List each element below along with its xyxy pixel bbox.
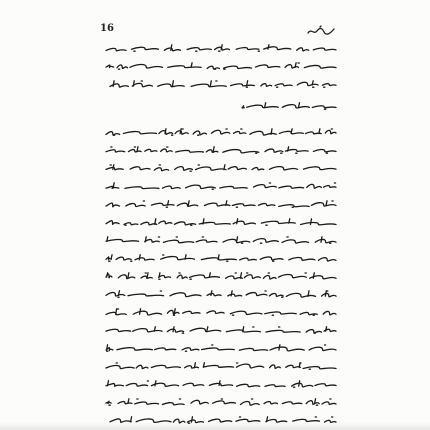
handwritten-line — [102, 326, 338, 334]
handwritten-line — [102, 62, 338, 70]
handwritten-line — [102, 380, 338, 388]
handwritten-line — [102, 290, 338, 298]
handwritten-line — [102, 146, 338, 154]
handwritten-line — [102, 218, 338, 226]
handwritten-line — [102, 128, 338, 136]
handwritten-line — [102, 254, 338, 262]
page-number: 16 — [100, 23, 114, 34]
running-header-script — [306, 22, 336, 34]
handwritten-line — [102, 44, 338, 52]
handwritten-line — [102, 200, 338, 208]
handwritten-line — [102, 362, 338, 370]
handwritten-line — [102, 344, 338, 352]
handwritten-line — [102, 308, 338, 316]
handwritten-line — [102, 272, 338, 280]
handwritten-line — [102, 164, 338, 172]
handwritten-line — [106, 80, 338, 88]
page-edge-shadow — [0, 422, 430, 430]
handwritten-urdu-text — [100, 44, 338, 424]
handwritten-line — [102, 236, 338, 244]
handwritten-line — [238, 102, 338, 110]
handwritten-line — [102, 182, 338, 190]
handwritten-line — [102, 398, 338, 406]
